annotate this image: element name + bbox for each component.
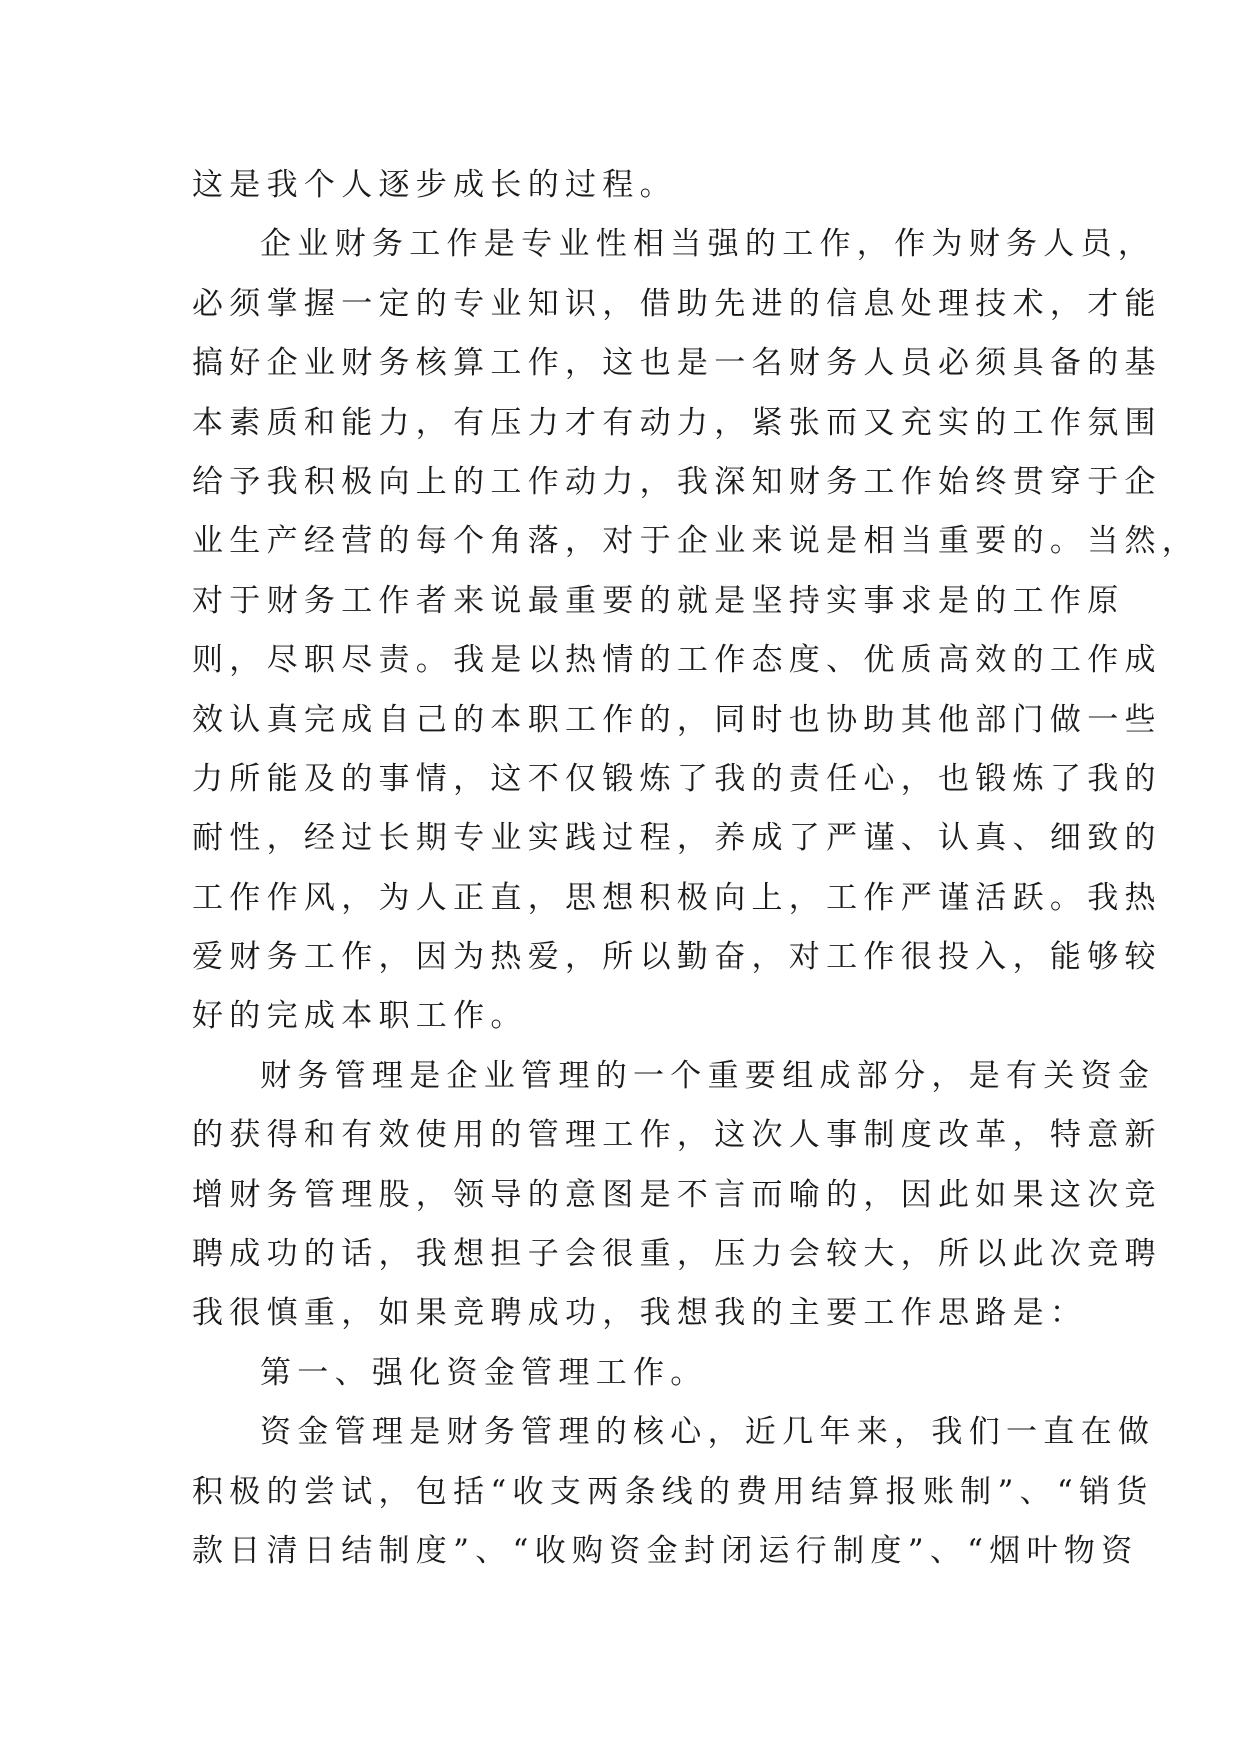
text-line: 好的完成本职工作。 bbox=[192, 998, 528, 1035]
text-line: 积极的尝试，包括“收支两条线的费用结算报账制”、“销货 bbox=[192, 1473, 1154, 1510]
text-line: 款日清日结制度”、“收购资金封闭运行制度”、“烟叶物资 bbox=[192, 1532, 1139, 1569]
text-line: 资金管理是财务管理的核心，近几年来，我们一直在做 bbox=[260, 1414, 1156, 1451]
text-line: 我很慎重，如果竞聘成功，我想我的主要工作思路是： bbox=[192, 1295, 1088, 1332]
body-text bbox=[192, 156, 1200, 1581]
text-line: 给予我积极向上的工作动力，我深知财务工作始终贯穿于企 bbox=[192, 463, 1162, 500]
text-line: 工作作风，为人正直，思想积极向上，工作严谨活跃。我热 bbox=[192, 879, 1162, 916]
text-line: 财务管理是企业管理的一个重要组成部分，是有关资金 bbox=[260, 1057, 1156, 1094]
text-line: 效认真完成自己的本职工作的，同时也协助其他部门做一些 bbox=[192, 701, 1162, 738]
text-line: 耐性，经过长期专业实践过程，养成了严谨、认真、细致的 bbox=[192, 820, 1162, 857]
text-line: 企业财务工作是专业性相当强的工作，作为财务人员， bbox=[260, 226, 1156, 263]
text-line: 对于财务工作者来说最重要的就是坚持实事求是的工作原 bbox=[192, 582, 1125, 619]
text-line: 爱财务工作，因为热爱，所以勤奋，对工作很投入，能够较 bbox=[192, 939, 1162, 976]
text-line: 的获得和有效使用的管理工作，这次人事制度改革，特意新 bbox=[192, 1117, 1162, 1154]
text-line: 增财务管理股，领导的意图是不言而喻的，因此如果这次竞 bbox=[192, 1176, 1162, 1213]
text-line: 必须掌握一定的专业知识，借助先进的信息处理技术，才能 bbox=[192, 285, 1162, 322]
text-line: 业生产经营的每个角落，对于企业来说是相当重要的。当然， bbox=[192, 523, 1200, 560]
text-line: 这是我个人逐步成长的过程。 bbox=[192, 167, 677, 203]
text-line: 聘成功的话，我想担子会很重，压力会较大，所以此次竞聘 bbox=[192, 1236, 1162, 1273]
section-heading: 第一、强化资金管理工作。 bbox=[260, 1354, 708, 1391]
text-line: 力所能及的事情，这不仅锻炼了我的责任心，也锻炼了我的 bbox=[192, 760, 1162, 797]
text-line: 搞好企业财务核算工作，这也是一名财务人员必须具备的基 bbox=[192, 345, 1162, 382]
text-line: 则，尽职尽责。我是以热情的工作态度、优质高效的工作成 bbox=[192, 642, 1162, 679]
text-line: 本素质和能力，有压力才有动力，紧张而又充实的工作氛围 bbox=[192, 404, 1162, 441]
